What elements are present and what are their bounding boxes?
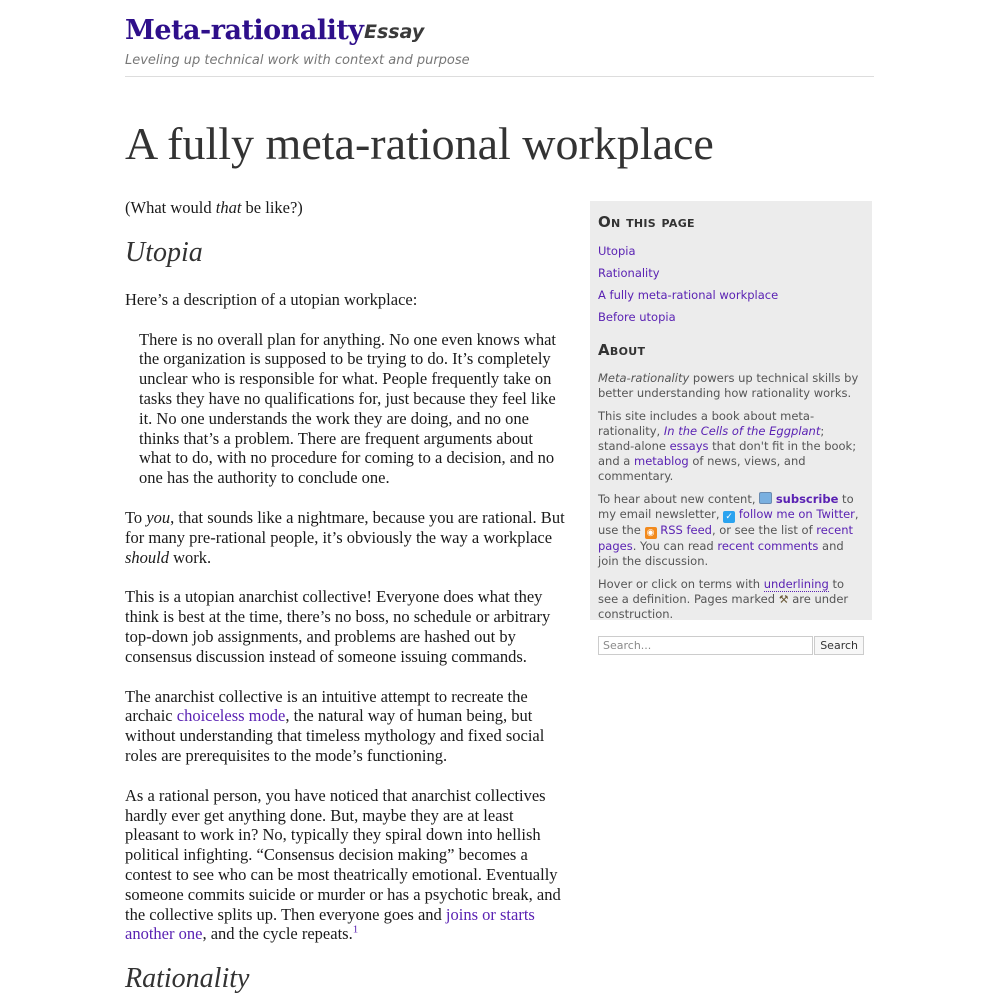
joins-or-starts-link[interactable]: joins or starts another one <box>125 904 535 944</box>
toc <box>598 243 864 325</box>
archaic-text-2: , the natural way of human being, but without understanding that timeless mythology and fixed social roles are prerequisites to the mode’s functioning. <box>125 706 545 765</box>
hover-paragraph <box>598 577 864 622</box>
sidebar <box>590 201 872 652</box>
rss-feed-link[interactable]: RSS feed <box>660 523 712 537</box>
hear-text-2: to my email newsletter, <box>598 492 854 521</box>
toc-item-before-utopia[interactable]: Before utopia <box>598 310 676 324</box>
search-button[interactable]: Search <box>814 636 864 655</box>
about-heading: About <box>598 341 646 359</box>
site-text-3: that don't fit in the book; and a <box>598 439 857 468</box>
twitter-icon: ✓ <box>723 511 735 523</box>
nightmare-paragraph <box>125 508 565 567</box>
rational-text-1: As a rational person, you have noticed that anarchist collectives hardly ever get anything done. But, maybe they are at least pleasant to work in? No, typically they spiral down into hellish political infighting. “Consensus decision making” becomes a contest to see who can be most theatrically emotional. Eventually someone commits suicide or murder or has a psychotic break, and the collective splits up. Then everyone goes and <box>125 785 561 924</box>
recent-pages-link[interactable]: recent pages <box>598 523 854 553</box>
nightmare-text-1: To <box>125 507 147 527</box>
intro-text: (What would <box>125 198 216 217</box>
footnote-marker <box>353 924 359 936</box>
rational-text-2: , and the cycle repeats. <box>202 924 353 944</box>
nightmare-text-2: , that sounds like a nightmare, because you are rational. But for many pre-rational people, it’s obviously the way a workplace <box>125 507 565 547</box>
rss-icon: ◉ <box>645 527 657 539</box>
anarchist-paragraph: This is a utopian anarchist collective! Everyone does what they think is best at the time, there’s no boss, no schedule or arbitrary top-down job assignments, and problems are hashed out by consensus discussion instead of someone issuing commands. <box>125 587 551 666</box>
rational-paragraph <box>125 786 565 944</box>
subscribe-paragraph <box>598 492 864 569</box>
hear-text-3: , use the <box>598 507 859 537</box>
toc-item-utopia[interactable]: Utopia <box>598 244 636 258</box>
metablog-link[interactable]: metablog <box>634 454 689 468</box>
about-paragraph <box>598 371 864 401</box>
recent-comments-link[interactable]: recent comments <box>717 539 819 553</box>
archaic-paragraph <box>125 687 565 766</box>
hover-text-1: Hover or click on terms with <box>598 577 764 591</box>
on-this-page-heading: On this page <box>598 213 695 231</box>
intro-emphasis: that <box>215 198 242 217</box>
hover-text-3: are under construction. <box>598 592 849 621</box>
subscribe-link[interactable]: subscribe <box>775 492 839 506</box>
archaic-text-1: The anarchist collective is an intuitive attempt to recreate the archaic <box>125 686 528 726</box>
site-text-4: of news, views, and commentary. <box>598 454 806 483</box>
article-content <box>125 198 565 1000</box>
site-text-2: ; stand-alone <box>598 424 825 453</box>
nightmare-emphasis-should: should <box>125 547 170 567</box>
toc-item-rationality[interactable]: Rationality <box>598 266 660 280</box>
hear-text-1: To hear about new content, <box>598 492 760 506</box>
description-paragraph: Here’s a description of a utopian workplace: <box>125 289 418 309</box>
site-text-1: This site includes a book about meta-rationality, <box>598 409 815 438</box>
toc-item-meta-rational-workplace[interactable]: A fully meta-rational workplace <box>598 288 779 302</box>
search-form <box>598 636 864 655</box>
email-icon <box>759 492 772 504</box>
hear-text-6: and join the discussion. <box>598 539 844 568</box>
search-input[interactable] <box>598 636 813 655</box>
intro-paragraph <box>125 198 565 218</box>
twitter-link[interactable]: follow me on Twitter <box>738 507 855 521</box>
site-header <box>125 12 874 77</box>
heading-utopia: Utopia <box>125 236 203 268</box>
utopia-quote: There is no overall plan for anything. No one even knows what the organization is supposed to be trying to do. It’s completely unclear who is responsible for what. People frequently take on tasks they have no qualifications for, just because they feel like it. No one understands the work they are doing, and no one thinks that’s a problem. There are frequent arguments about what to do, with no procedure for coming to a decision, and no one has the authority to conclude one. <box>139 329 556 488</box>
heading-rationality: Rationality <box>125 963 250 995</box>
site-title-link[interactable]: Meta-rationality <box>125 15 364 46</box>
about-emphasis: Meta-rationality <box>598 371 690 385</box>
site-paragraph <box>598 409 864 484</box>
construction-tools-icon: ⚒ <box>778 593 789 606</box>
nightmare-emphasis-you: you <box>146 507 171 527</box>
about-text: powers up technical skills by better understanding how rationality works. <box>598 371 859 400</box>
section-label: Essay <box>364 21 425 43</box>
footnote-link[interactable]: 1 <box>352 923 359 936</box>
book-link[interactable] <box>664 424 820 438</box>
hover-text-2: to see a definition. Pages marked <box>598 577 845 606</box>
hear-text-5: . You can read <box>632 539 718 553</box>
essays-link[interactable]: essays <box>669 439 709 453</box>
site-tagline: Leveling up technical work with context and purpose <box>125 53 470 68</box>
book-title: In the Cells of the Eggplant <box>663 424 821 438</box>
page-title: A fully meta-rational workplace <box>125 118 714 169</box>
underlining-term[interactable]: underlining <box>763 577 829 591</box>
nightmare-text-3: work. <box>169 547 212 567</box>
choiceless-mode-link[interactable]: choiceless mode <box>176 706 286 726</box>
intro-text-end: be like?) <box>241 198 303 217</box>
hear-text-4: , or see the list of <box>711 523 817 537</box>
